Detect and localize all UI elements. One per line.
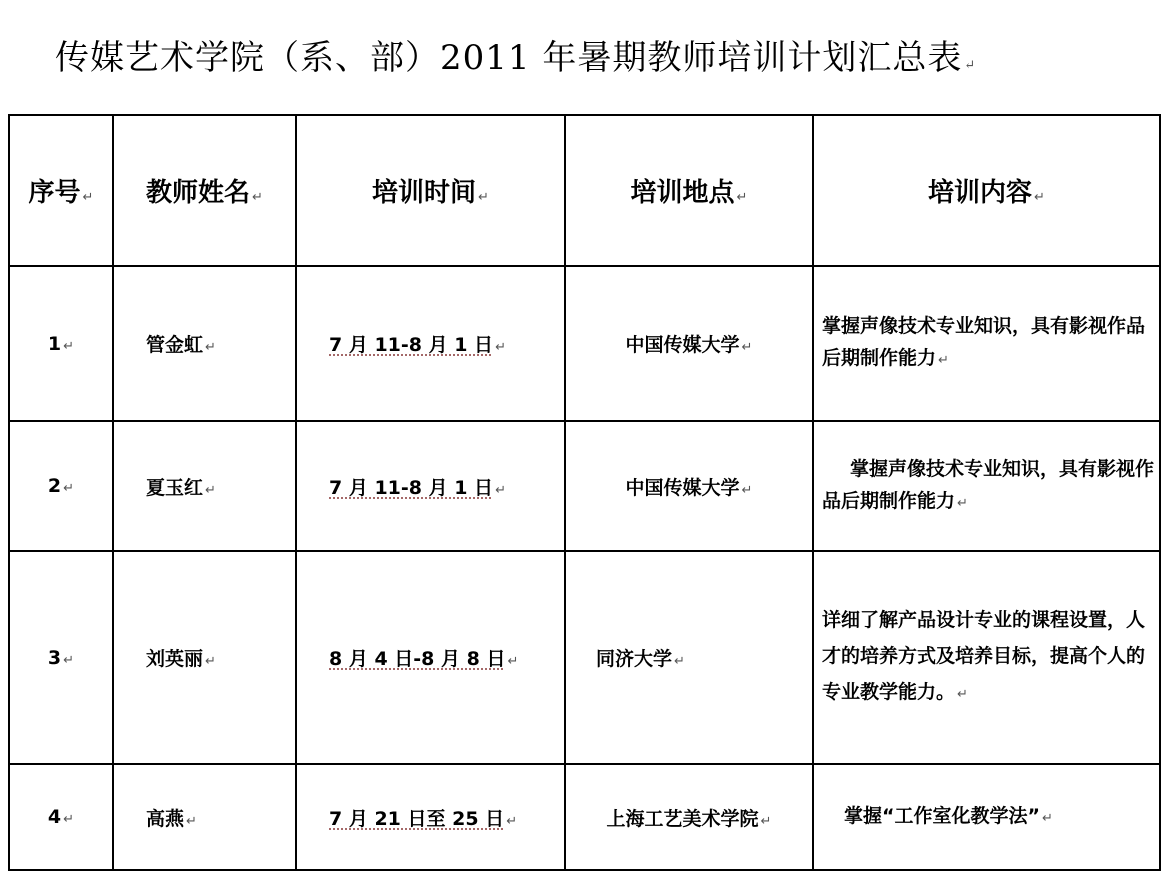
cell-place: 中国传媒大学 ↵ — [565, 421, 813, 551]
title-text: 传媒艺术学院（系、部）2011 年暑期教师培训计划汇总表 — [55, 38, 963, 78]
header-cell-no: 序号 ↵ — [9, 115, 113, 266]
cell-content: 掌握“工作室化教学法” ↵ — [813, 764, 1160, 870]
cell-content: 掌握声像技术专业知识，具有影视作品后期制作能力 ↵ — [813, 421, 1160, 551]
header-cell-place: 培训地点 ↵ — [565, 115, 813, 266]
table-row — [9, 266, 1160, 421]
cell-place: 同济大学 ↵ — [565, 551, 813, 764]
cell-no: 3 ↵ — [9, 551, 113, 764]
cell-name: 管金虹 ↵ — [113, 266, 296, 421]
cell-time: 8 月 4 日-8 月 8 日 ↵ — [296, 551, 565, 764]
cell-time: 7 月 11-8 月 1 日 ↵ — [296, 266, 565, 421]
table-row — [9, 764, 1160, 870]
cell-no: 2 ↵ — [9, 421, 113, 551]
cell-time: 7 月 21 日至 25 日 ↵ — [296, 764, 565, 870]
cell-name: 刘英丽 ↵ — [113, 551, 296, 764]
cell-place: 上海工艺美术学院 ↵ — [565, 764, 813, 870]
cell-content: 详细了解产品设计专业的课程设置，人才的培养方式及培养目标，提高个人的专业教学能力。 ↵ — [813, 551, 1160, 764]
cell-no: 1 ↵ — [9, 266, 113, 421]
cell-content: 掌握声像技术专业知识，具有影视作品后期制作能力 ↵ — [813, 266, 1160, 421]
cell-name: 高燕 ↵ — [113, 764, 296, 870]
table-header-row — [9, 115, 1160, 266]
cell-no: 4 ↵ — [9, 764, 113, 870]
cell-place: 中国传媒大学 ↵ — [565, 266, 813, 421]
table-row — [9, 551, 1160, 764]
header-cell-name: 教师姓名 ↵ — [113, 115, 296, 266]
training-plan-table — [8, 114, 1161, 871]
document-title — [55, 30, 976, 79]
cell-name: 夏玉红 ↵ — [113, 421, 296, 551]
cell-time: 7 月 11-8 月 1 日 ↵ — [296, 421, 565, 551]
header-cell-time: 培训时间 ↵ — [296, 115, 565, 266]
header-cell-content: 培训内容 ↵ — [813, 115, 1160, 266]
paragraph-mark-icon: ↵ — [964, 58, 977, 73]
table-row — [9, 421, 1160, 551]
